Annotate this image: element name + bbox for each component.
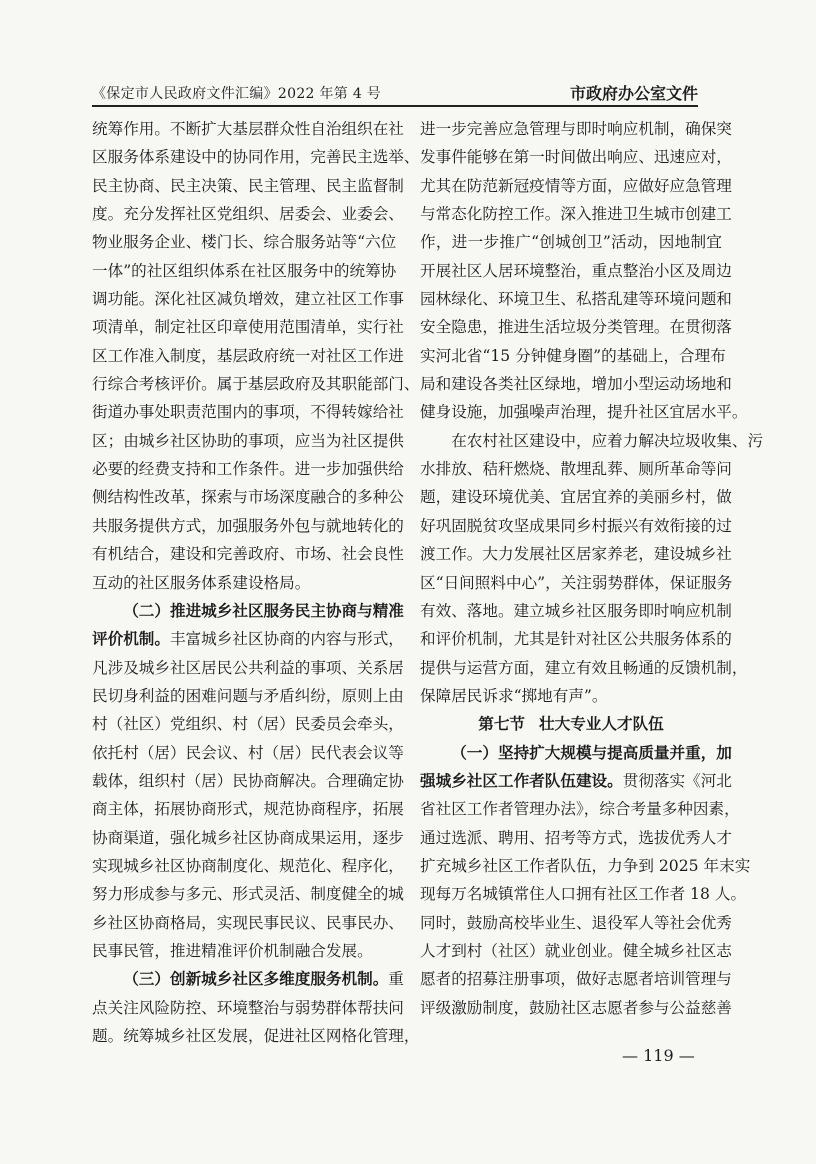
text-line: 与常态化防控工作。深入推进卫生城市创建工 — [420, 205, 732, 224]
text-line: 进一步完善应急管理与即时响应机制，确保突 — [420, 120, 732, 138]
text-line: 民主协商、民主决策、民主管理、民主监督制 — [92, 176, 404, 195]
section-number: 第七节 — [478, 715, 526, 734]
text-line: 民事民管，推进精准评价机制融合发展。 — [92, 941, 373, 960]
text-fragment: 贯彻落实《河北 — [622, 771, 732, 790]
text-line: 实河北省“15 分钟健身圈”的基础上，合理布 — [420, 346, 726, 365]
text-line: 同时，鼓励高校毕业生、退役军人等社会优秀 — [420, 913, 732, 932]
text-line — [92, 625, 404, 653]
text-line: 在农村社区建设中，应着力解决垃圾收集、污 — [451, 431, 764, 450]
text-line: 度。充分发挥社区党组织、居委会、业委会、 — [92, 205, 404, 224]
text-line: 作，进一步推广“创城创卫”活动，因地制宜 — [420, 233, 722, 252]
section-label: 市政府办公室文件 — [569, 84, 698, 103]
text-line: 区；由城乡社区协助的事项，应当为社区提供 — [92, 431, 404, 450]
paragraph-community-organization — [92, 115, 420, 597]
text-line: 渡工作。大力发展社区居家养老，建设城乡社 — [420, 545, 732, 564]
subsection-heading: （三）创新城乡社区多维度服务机制。 — [123, 969, 389, 989]
text-line: 民切身利益的困难问题与矛盾纠纷，原则上由 — [92, 686, 404, 705]
text-line: 行综合考核评价。属于基层政府及其职能部门、 — [92, 375, 420, 394]
text-line: 凡涉及城乡社区居民公共利益的事项、关系居 — [92, 658, 404, 677]
paragraph-community-workers — [420, 739, 751, 1022]
text-line: 发事件能够在第一时间做出响应、迅速应对， — [420, 148, 732, 167]
text-line: 载体，组织村（居）民协商解决。合理确定协 — [92, 771, 404, 790]
text-line: 共服务提供方式，加强服务外包与就地转化的 — [92, 516, 404, 535]
text-line: 有机结合，建设和完善政府、市场、社会良性 — [92, 545, 404, 564]
section-heading — [420, 710, 722, 738]
text-line: 调功能。深化社区减负增效，建立社区工作事 — [92, 290, 404, 309]
text-line: 局和建设各类社区绿地，增加小型运动场地和 — [420, 375, 732, 394]
text-line: 尤其在防范新冠疫情等方面，应做好应急管理 — [420, 176, 732, 195]
text-line: 区工作准入制度，基层政府统一对社区工作进 — [92, 346, 404, 365]
text-line — [420, 739, 732, 767]
publication-title: 《保定市人民政府文件汇编》2022 年第 4 号 — [92, 86, 382, 102]
subsection-heading: （二）推进城乡社区服务民主协商与精准 — [123, 600, 404, 620]
text-line: 侧结构性改革，探索与市场深度融合的多种公 — [92, 488, 404, 507]
text-line: 人才到村（社区）就业创业。健全城乡社区志 — [420, 941, 732, 960]
subsection-heading-cont: 强城乡社区工作者队伍建设。 — [420, 770, 623, 790]
text-line: 互动的社区服务体系建设格局。 — [92, 573, 311, 592]
section-title: 壮大专业人才队伍 — [539, 715, 664, 734]
page-number: — 119 — — [622, 1046, 695, 1065]
text-line: 物业服务企业、楼门长、综合服务站等“六位 — [92, 233, 397, 252]
text-line: 现每万名城镇常住人口拥有社区工作者 18 人。 — [420, 885, 747, 904]
text-line: 扩充城乡社区工作者队伍，力争到 2025 年末实 — [420, 856, 751, 875]
text-line: 街道办事处职责范围内的事项，不得转嫁给社 — [92, 403, 404, 422]
text-line: 统筹作用。不断扩大基层群众性自治组织在社 — [92, 120, 404, 138]
text-line: 区服务体系建设中的协同作用，完善民主选举、 — [92, 148, 420, 167]
left-column — [92, 115, 420, 1050]
paragraph-rural-community — [420, 427, 764, 710]
text-line: 通过选派、聘用、招考等方式，选拔优秀人才 — [420, 828, 732, 847]
running-header — [92, 81, 698, 103]
text-line: 依托村（居）民会议、村（居）民代表会议等 — [92, 743, 404, 762]
text-line: 协商渠道，强化城乡社区协商成果运用，逐步 — [92, 828, 404, 847]
text-line: 项清单，制定社区印章使用范围清单，实行社 — [92, 318, 404, 337]
right-column — [420, 115, 764, 1022]
text-fragment: 重 — [388, 970, 404, 989]
text-line: 题。统筹城乡社区发展，促进社区网格化管理， — [92, 1027, 420, 1045]
paragraph-multidimensional-services — [92, 965, 420, 1050]
text-line: 园林绿化、环境卫生、私搭乱建等环境问题和 — [420, 290, 732, 309]
text-line: 安全隐患，推进生活垃圾分类管理。在贯彻落 — [420, 318, 732, 337]
text-line: 提供与运营方面，建立有效且畅通的反馈机制， — [420, 658, 748, 677]
text-line: 村（社区）党组织、村（居）民委员会牵头， — [92, 715, 404, 734]
text-line — [92, 597, 404, 625]
text-line: 有效、落地。建立城乡社区服务即时响应机制 — [420, 601, 732, 620]
text-line — [92, 965, 404, 993]
text-line: 保障居民诉求“掷地有声”。 — [420, 686, 608, 705]
text-line: 一体”的社区组织体系在社区服务中的统筹协 — [92, 261, 397, 280]
text-line: 点关注风险防控、环境整治与弱势群体帮扶问 — [92, 998, 404, 1017]
text-line: 题，建设环境优美、宜居宜养的美丽乡村，做 — [420, 488, 732, 507]
text-line: 健身设施，加强噪声治理，提升社区宜居水平。 — [420, 403, 748, 422]
text-line: 和评价机制，尤其是针对社区公共服务体系的 — [420, 630, 732, 649]
text-line: 努力形成参与多元、形式灵活、制度健全的城 — [92, 885, 404, 904]
text-line: 好巩固脱贫攻坚成果同乡村振兴有效衔接的过 — [420, 516, 732, 535]
text-fragment: 丰富城乡社区协商的内容与形式， — [169, 630, 404, 649]
text-line: 实现城乡社区协商制度化、规范化、程序化， — [92, 856, 404, 875]
text-line — [420, 767, 732, 795]
text-line: 必要的经费支持和工作条件。进一步加强供给 — [92, 460, 404, 479]
text-line: 开展社区人居环境整治，重点整治小区及周边 — [420, 261, 732, 280]
subsection-heading: （一）坚持扩大规模与提高质量并重，加 — [451, 742, 732, 762]
paragraph-emergency-management — [420, 115, 748, 427]
subsection-heading-cont: 评价机制。 — [92, 629, 170, 649]
text-line: 区“日间照料中心”，关注弱势群体，保证服务 — [420, 573, 733, 592]
paragraph-democratic-consultation — [92, 597, 404, 965]
text-line: 愿者的招募注册事项，做好志愿者培训管理与 — [420, 970, 732, 989]
text-line: 乡社区协商格局，实现民事民议、民事民办、 — [92, 913, 404, 932]
text-line: 评级激励制度，鼓励社区志愿者参与公益慈善 — [420, 998, 732, 1017]
text-line: 水排放、秸秆燃烧、散埋乱葬、厕所革命等问 — [420, 460, 732, 479]
text-line: 省社区工作者管理办法》，综合考量多种因素， — [420, 800, 740, 819]
text-line: 商主体，拓展协商形式，规范协商程序，拓展 — [92, 800, 404, 819]
header-rule — [92, 105, 698, 107]
